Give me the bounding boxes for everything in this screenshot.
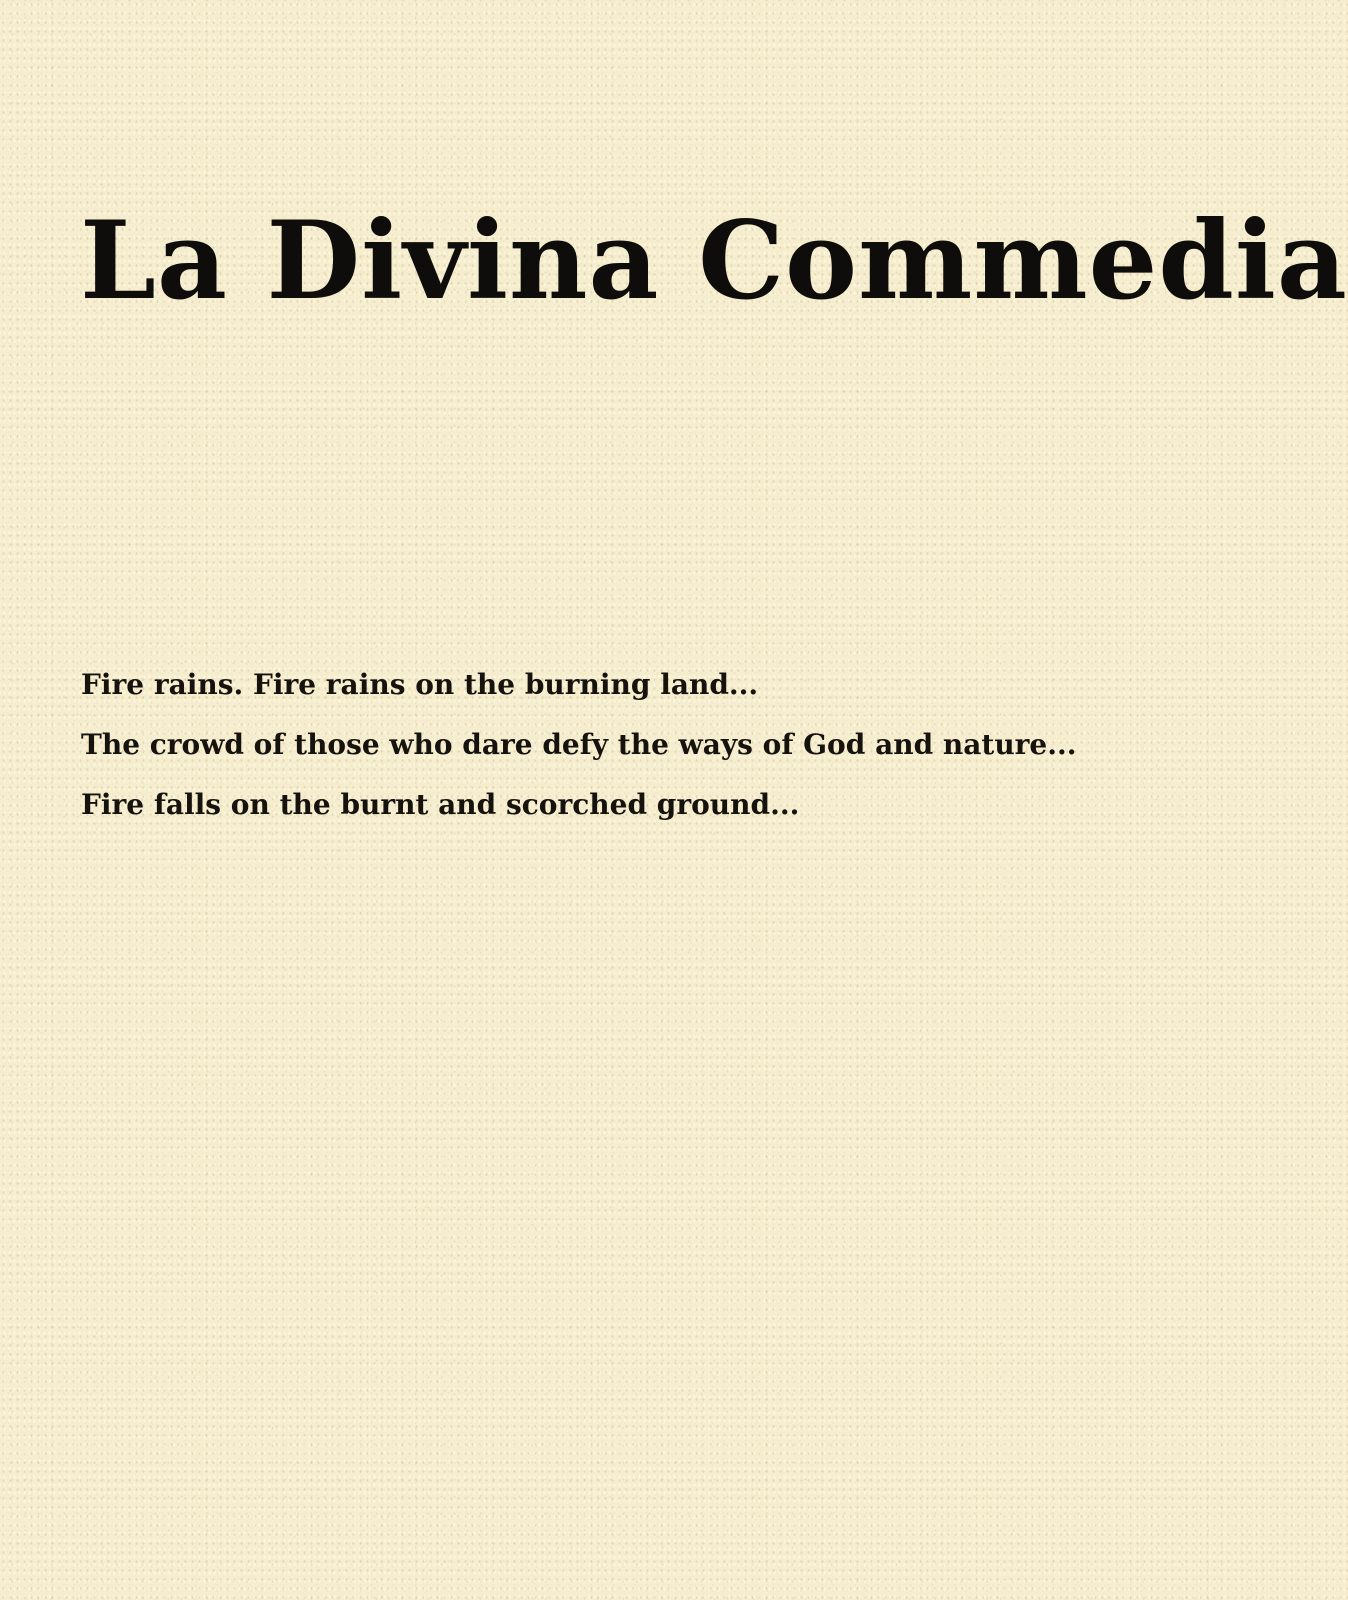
- verse-line-1: Fire rains. Fire rains on the burning land...: [81, 668, 759, 701]
- verse-line-2: The crowd of those who dare defy the ways of God and nature...: [81, 728, 1077, 761]
- verse-line-3: Fire falls on the burnt and scorched ground...: [81, 788, 800, 821]
- page-title: La Divina Commedia: [80, 198, 1348, 324]
- verse-block: [81, 655, 1191, 835]
